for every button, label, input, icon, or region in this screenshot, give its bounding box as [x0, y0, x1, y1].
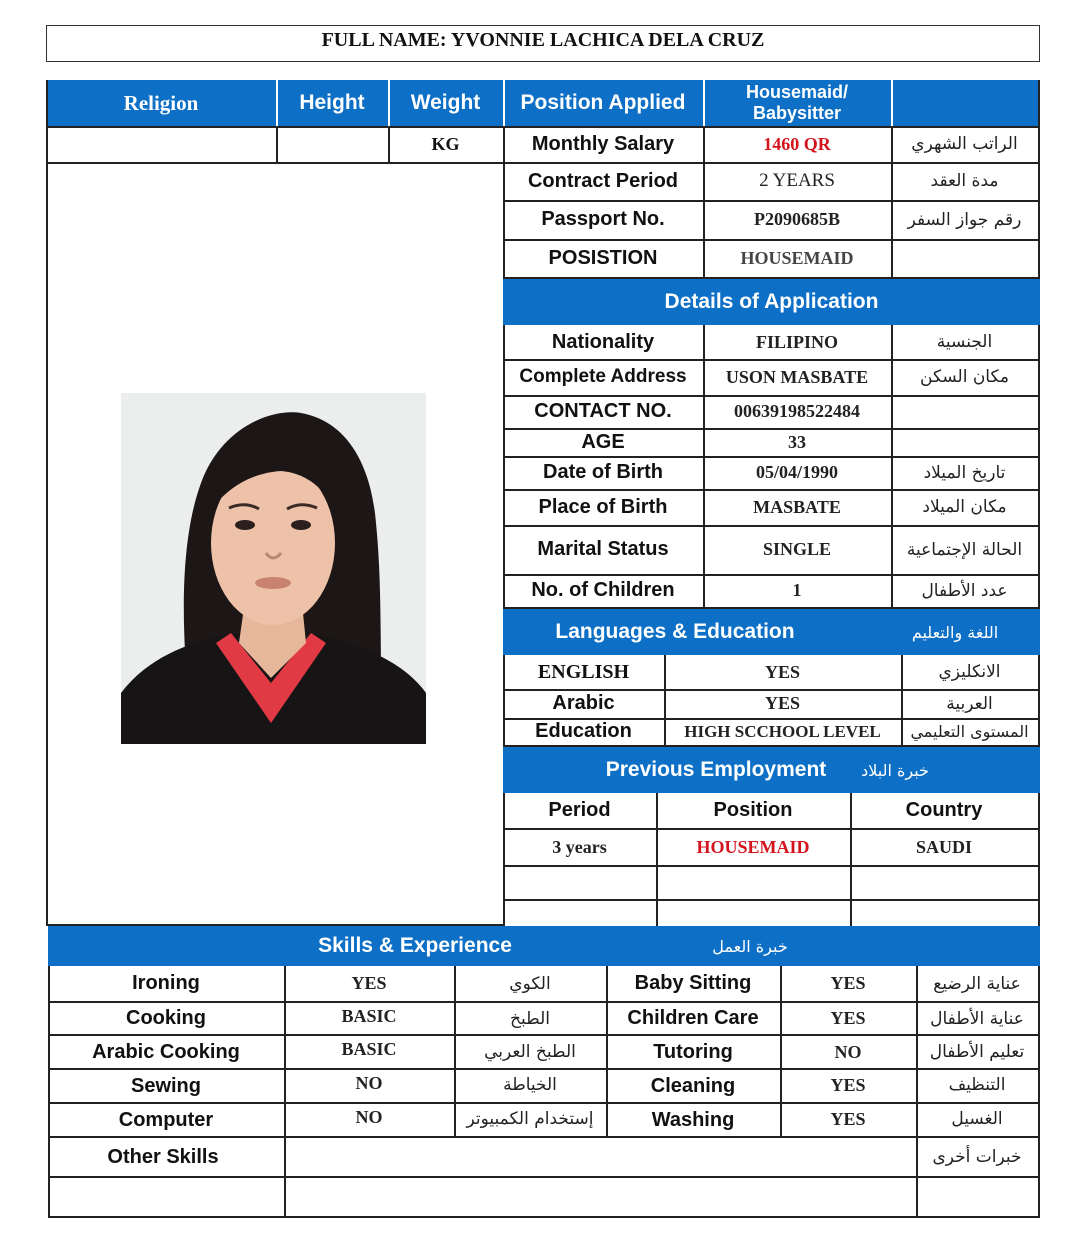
contact-arabic: [891, 395, 1038, 428]
nationality-arabic: الجنسية: [936, 332, 993, 352]
weight-unit: KG: [431, 133, 460, 154]
details-header: Details of Application: [503, 279, 1040, 325]
skill-baby-sitting-label: Baby Sitting: [634, 972, 752, 994]
address-arabic: مكان السكن: [920, 367, 1009, 387]
passport-no-arabic: رقم جواز السفر: [907, 209, 1022, 230]
skill-washing-value: YES: [830, 1108, 866, 1129]
skill-cleaning-arabic: التنظيف: [948, 1075, 1006, 1095]
skill-arabic-cooking-label: Arabic Cooking: [92, 1040, 240, 1063]
employment-position: HOUSEMAID: [696, 837, 810, 857]
skill-children-care-arabic: عناية الأطفال: [930, 1008, 1024, 1029]
education-label: Education: [535, 720, 632, 742]
contract-period-label: Contract Period: [527, 169, 679, 192]
employment-period: 3 years: [552, 837, 607, 857]
contract-period-arabic: مدة العقد: [930, 171, 999, 191]
skill-ironing-arabic: الكوي: [509, 973, 551, 994]
dob-value: 05/04/1990: [755, 462, 838, 482]
height-header: Height: [299, 91, 365, 114]
skills-header-arabic: خبرة العمل: [712, 936, 788, 956]
arabic-label: Arabic: [552, 692, 615, 714]
skill-tutoring-value: NO: [834, 1041, 862, 1062]
contact-label: CONTACT NO.: [534, 400, 672, 422]
children-value: 1: [792, 580, 802, 600]
skill-cooking-value: BASIC: [341, 1006, 397, 1026]
skill-tutoring-arabic: تعليم الأطفال: [929, 1042, 1025, 1062]
other-skills-label: Other Skills: [107, 1145, 219, 1168]
skill-sewing-label: Sewing: [130, 1074, 201, 1097]
children-label: No. of Children: [531, 579, 675, 601]
passport-no-value: P2090685B: [753, 209, 840, 229]
age-value: 33: [788, 431, 806, 452]
nationality-value: FILIPINO: [755, 331, 838, 352]
full-name: FULL NAME: YVONNIE LACHICA DELA CRUZ: [321, 28, 765, 51]
weight-header: Weight: [410, 91, 481, 114]
skill-washing-label: Washing: [651, 1108, 735, 1131]
employment-country: SAUDI: [915, 837, 972, 857]
employment-header: Previous Employment: [605, 758, 827, 781]
english-value: YES: [764, 661, 800, 682]
skill-computer-label: Computer: [118, 1108, 214, 1131]
marital-arabic: الحالة الإجتماعية: [906, 539, 1023, 560]
skill-sewing-arabic: الخياطة: [503, 1075, 557, 1095]
monthly-salary-value: 1460 QR: [763, 133, 831, 154]
monthly-salary-label: Monthly Salary: [531, 132, 675, 155]
skill-ironing-label: Ironing: [132, 972, 200, 994]
arabic-value: YES: [764, 693, 800, 713]
skill-tutoring-label: Tutoring: [653, 1040, 733, 1063]
skill-sewing-value: NO: [355, 1073, 383, 1093]
skill-cooking-arabic: الطبخ: [510, 1008, 550, 1029]
applicant-photo: [121, 393, 426, 744]
skill-computer-arabic: إستخدام الكمبيوتر: [466, 1109, 594, 1129]
age-arabic: [891, 428, 1038, 456]
position-value-line2: Babysitter: [752, 103, 842, 123]
contract-period-value: 2 YEARS: [759, 170, 835, 191]
address-label: Complete Address: [519, 366, 687, 387]
education-arabic: المستوى التعليمي: [910, 722, 1029, 741]
country-header: Country: [905, 799, 983, 821]
pob-label: Place of Birth: [538, 495, 668, 518]
other-skills-arabic: خبرات أخرى: [932, 1147, 1022, 1167]
skill-computer-value: NO: [355, 1107, 383, 1127]
address-value: USON MASBATE: [725, 366, 869, 387]
skill-children-care-value: YES: [830, 1008, 866, 1028]
children-arabic: عدد الأطفال: [921, 580, 1008, 601]
marital-label: Marital Status: [537, 538, 669, 560]
skill-baby-sitting-value: YES: [830, 973, 866, 993]
period-header: Period: [548, 799, 611, 821]
passport-no-label: Passport No.: [541, 208, 665, 230]
position-value-header: [703, 80, 891, 126]
skill-cleaning-value: YES: [830, 1074, 866, 1095]
skill-cleaning-label: Cleaning: [650, 1074, 736, 1097]
monthly-salary-arabic: الراتب الشهري: [911, 134, 1018, 154]
position-value-line1: Housemaid/: [745, 82, 849, 102]
position-col-header: Position: [713, 799, 793, 821]
skill-washing-arabic: الغسيل: [951, 1109, 1003, 1129]
skill-arabic-cooking-arabic: الطبخ العربي: [484, 1042, 576, 1062]
marital-value: SINGLE: [762, 539, 832, 559]
pob-value: MASBATE: [753, 496, 841, 517]
english-label: ENGLISH: [537, 660, 630, 683]
pob-arabic: مكان الميلاد: [922, 497, 1007, 517]
skills-header: Skills & Experience: [318, 934, 512, 957]
languages-header-arabic: اللغة والتعليم: [911, 622, 999, 642]
skill-arabic-cooking-value: BASIC: [341, 1039, 397, 1059]
english-arabic: الانكليزي: [938, 662, 1001, 682]
position-value: HOUSEMAID: [740, 247, 854, 268]
skill-children-care-label: Children Care: [627, 1007, 759, 1029]
languages-header: Languages & Education: [555, 620, 795, 643]
education-value: HIGH SCCHOOL LEVEL: [684, 721, 881, 741]
position-arabic: [891, 239, 1038, 277]
employment-header-arabic: خبرة البلاد: [861, 760, 929, 780]
portrait-illustration: [121, 393, 426, 744]
skill-cooking-label: Cooking: [126, 1007, 206, 1029]
nationality-label: Nationality: [551, 330, 655, 353]
arabic-arabic: العربية: [946, 693, 993, 714]
dob-label: Date of Birth: [543, 461, 663, 483]
skill-ironing-value: YES: [351, 973, 387, 993]
religion-header: Religion: [123, 90, 199, 115]
skill-baby-sitting-arabic: عناية الرضيع: [933, 973, 1021, 994]
age-label: AGE: [581, 430, 625, 453]
skills-header-bar: [48, 926, 1040, 966]
position-label: POSISTION: [548, 246, 658, 269]
contact-value: 00639198522484: [734, 401, 860, 421]
dob-arabic: تاريخ الميلاد: [923, 462, 1006, 483]
position-applied-header: Position Applied: [520, 91, 686, 114]
